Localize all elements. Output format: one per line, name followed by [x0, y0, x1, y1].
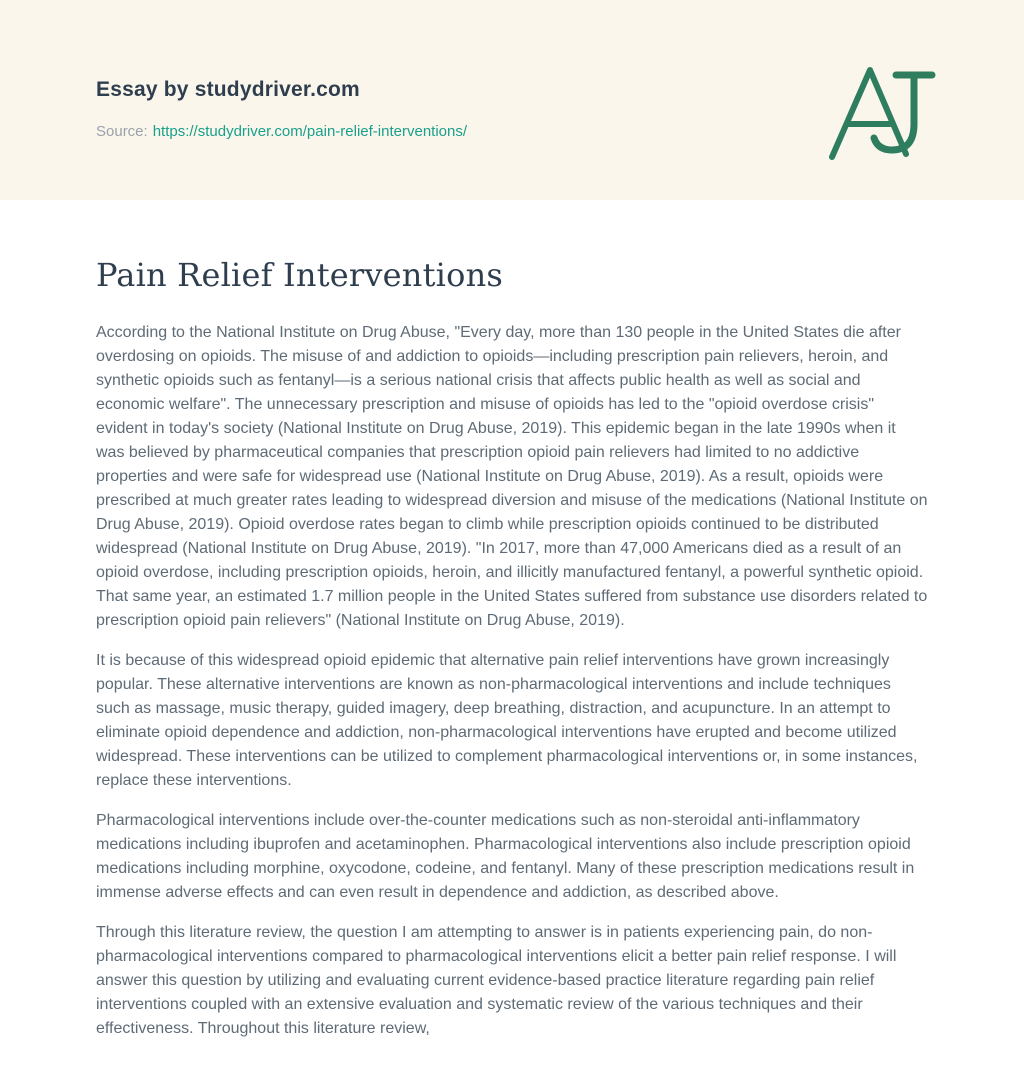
essay-paragraph-1: According to the National Institute on Drug Abuse, "Every day, more than 130 people in the United States die after overdosing on opioids. The misuse of and addiction to opioids—including prescription pain relievers, heroin, and synthetic opioids such as fentanyl—is a serious national crisis that affects public health as well as social and economic welfare". The unnecessary prescription and misuse of opioids has led to the "opioid overdose crisis" evident in today's society (National Institute on Drug Abuse, 2019). This epidemic began in the late 1990s when it was believed by pharmaceutical companies that prescription opioid pain relievers had limited to no addictive properties and were safe for widespread use (National Institute on Drug Abuse, 2019). As a result, opioids were prescribed at much greater rates leading to widespread diversion and misuse of the medications (National Institute on Drug Abuse, 2019). Opioid overdose rates began to climb while prescription opioids continued to be distributed widespread (National Institute on Drug Abuse, 2019). "In 2017, more than 47,000 Americans died as a result of an opioid overdose, including prescription opioids, heroin, and illicitly manufactured fentanyl, a powerful synthetic opioid. That same year, an estimated 1.7 million people in the United States suffered from substance use disorders related to prescription opioid pain relievers" (National Institute on Drug Abuse, 2019).: [96, 324, 928, 629]
essay-paragraph-2: It is because of this widespread opioid epidemic that alternative pain relief interventions have grown increasingly popular. These alternative interventions are known as non-pharmacological interventions and include techniques such as massage, music therapy, guided imagery, deep breathing, distraction, and acupuncture. In an attempt to eliminate opioid dependence and addiction, non-pharmacological interventions have erupted and become utilized widespread. These interventions can be utilized to complement pharmacological interventions or, in some instances, replace these interventions.: [96, 652, 918, 789]
essay-paragraph-4: Through this literature review, the question I am attempting to answer is in patients experiencing pain, do non-pharmacological interventions compared to pharmacological interventions elicit a better pain relief response. I will answer this question by utilizing and evaluating current evidence-based practice literature regarding pain relief interventions coupled with an extensive evaluation and systematic review of the various techniques and their effectiveness. Throughout this literature review,: [96, 924, 897, 1037]
essay-by-heading: Essay by studydriver.com: [96, 78, 360, 101]
source-line: [96, 123, 928, 140]
studydriver-logo-icon: [826, 66, 936, 160]
source-label: Source:: [96, 123, 148, 140]
essay-content: [0, 200, 1024, 1041]
source-link[interactable]: https://studydriver.com/pain-relief-interventions/: [152, 123, 468, 140]
essay-paragraph-3: Pharmacological interventions include over-the-counter medications such as non-steroidal anti-inflammatory medications including ibuprofen and acetaminophen. Pharmacological interventions also include prescription opioid medications including morphine, oxycodone, codeine, and fentanyl. Many of these prescription medications result in immense adverse effects and can even result in dependence and addiction, as described above.: [96, 812, 915, 901]
page-header: [0, 0, 1024, 200]
header-inner: [0, 0, 1024, 200]
essay-title: Pain Relief Interventions: [96, 256, 503, 294]
